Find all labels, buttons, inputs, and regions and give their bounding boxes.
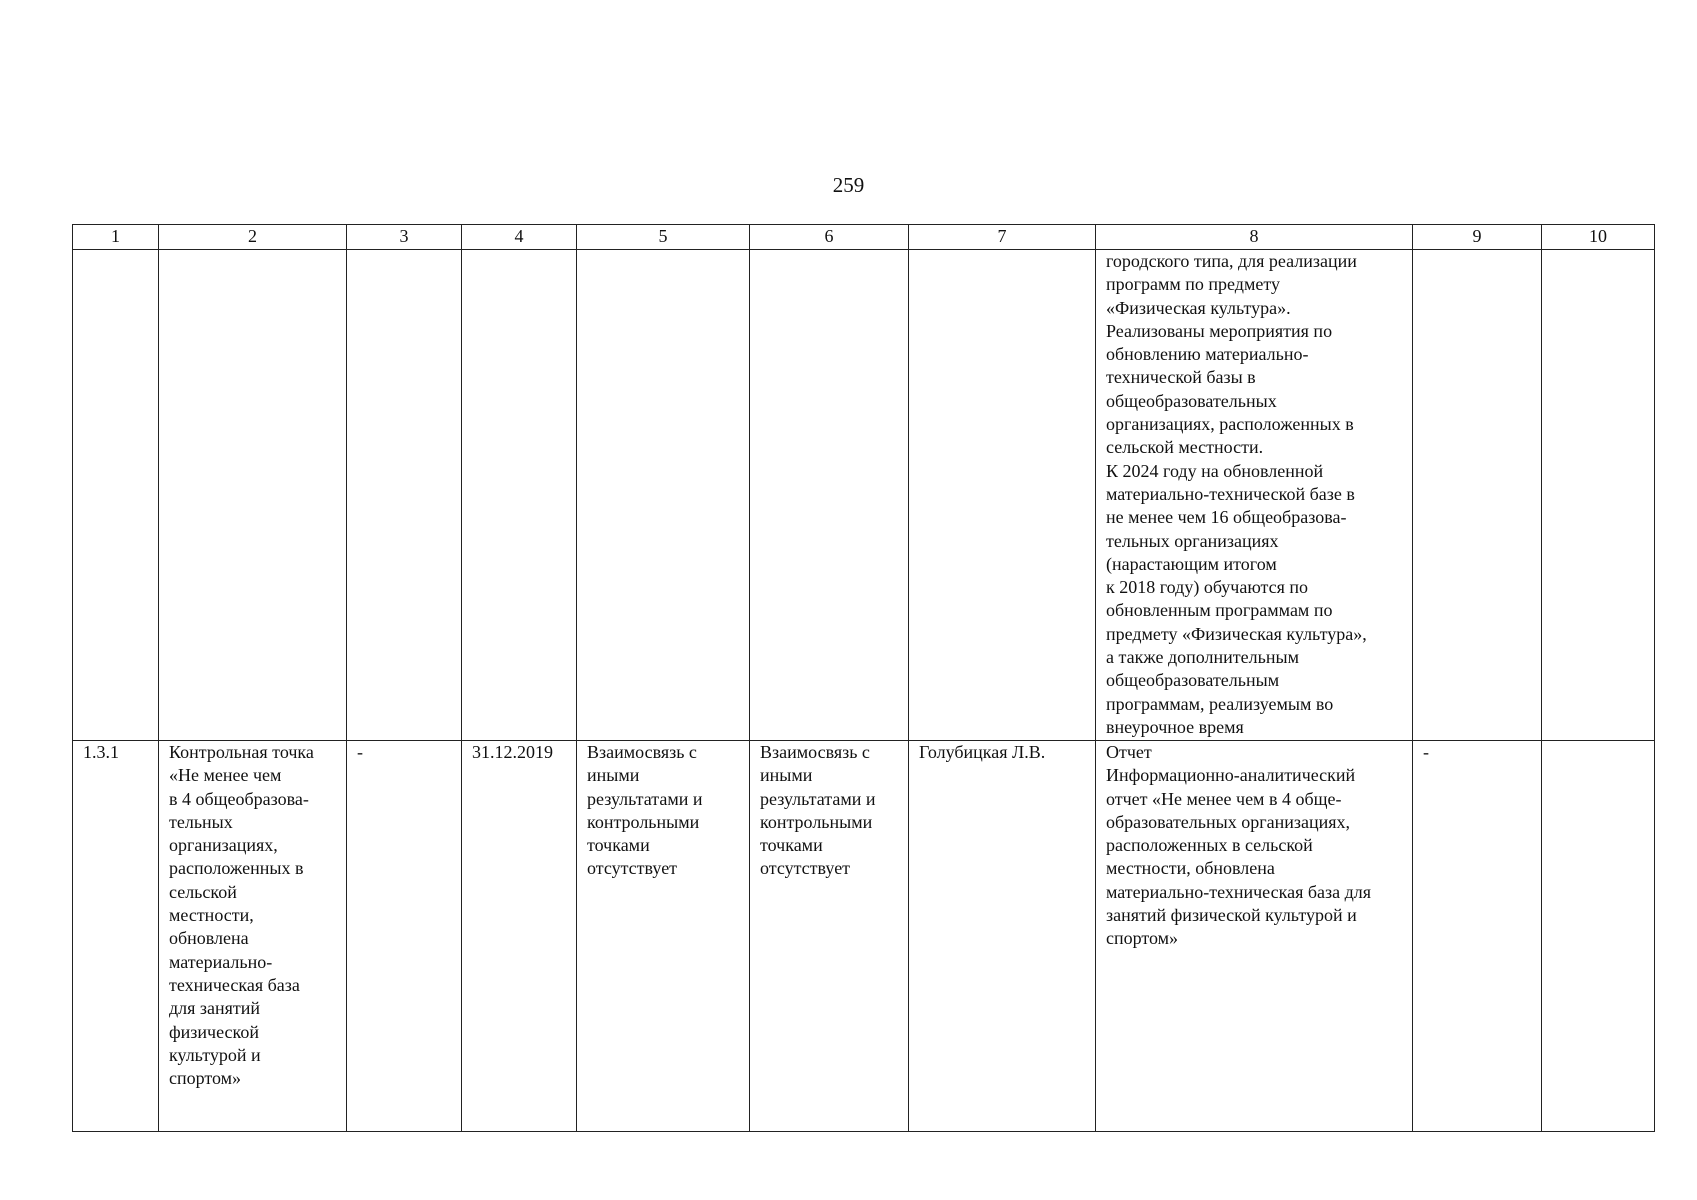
column-header-4: 4 — [462, 225, 577, 250]
cell-col10 — [1542, 741, 1655, 1132]
page-number: 259 — [832, 173, 865, 197]
cell-report: Отчет Информационно-аналитический отчет «Не менее чем в 4 обще- образовательных организациях, расположенных в сельской местности, обновлена материально-техническая база для занятий физической культурой и спортом» — [1096, 741, 1413, 1132]
column-header-1: 1 — [73, 225, 159, 250]
column-header-2: 2 — [159, 225, 347, 250]
cell-empty — [73, 250, 159, 741]
column-header-9: 9 — [1413, 225, 1542, 250]
cell-empty — [347, 250, 462, 741]
cell-col9: - — [1413, 741, 1542, 1132]
column-header-10: 10 — [1542, 225, 1655, 250]
cell-empty — [462, 250, 577, 741]
column-header-7: 7 — [909, 225, 1096, 250]
column-header-8: 8 — [1096, 225, 1413, 250]
cell-empty — [1413, 250, 1542, 741]
document-table — [72, 224, 1655, 1132]
column-header-3: 3 — [347, 225, 462, 250]
cell-number: 1.3.1 — [73, 741, 159, 1132]
table-row-continuation — [73, 250, 1655, 741]
cell-empty — [909, 250, 1096, 741]
cell-relation-5: Взаимосвязь с иными результатами и контрольными точками отсутствует — [577, 741, 750, 1132]
cell-empty — [1542, 250, 1655, 741]
cell-empty — [750, 250, 909, 741]
cell-control-point-name: Контрольная точка «Не менее чем в 4 общеобразова- тельных организациях, расположенных в сельской местности, обновлена материально- техническая база для занятий физической культурой и спортом» — [159, 741, 347, 1132]
column-header-5: 5 — [577, 225, 750, 250]
cell-responsible: Голубицкая Л.В. — [909, 741, 1096, 1132]
column-header-6: 6 — [750, 225, 909, 250]
cell-col3: - — [347, 741, 462, 1132]
header-row — [73, 225, 1655, 250]
table-row-1-3-1 — [73, 741, 1655, 1132]
cell-result-description: городского типа, для реализации программ по предмету «Физическая культура». Реализованы мероприятия по обновлению материально- технической базы в общеобразовательных организациях, расположенных в сельской местности. К 2024 году на обновленной материально-технической базе в не менее чем 16 общеобразова- тельных организациях (нарастающим итогом к 2018 году) обучаются по обновленным программам по предмету «Физическая культура», а также дополнительным общеобразовательным программам, реализуемым во внеурочное время — [1096, 250, 1413, 741]
cell-empty — [159, 250, 347, 741]
cell-date: 31.12.2019 — [462, 741, 577, 1132]
cell-relation-6: Взаимосвязь с иными результатами и контрольными точками отсутствует — [750, 741, 909, 1132]
cell-empty — [577, 250, 750, 741]
